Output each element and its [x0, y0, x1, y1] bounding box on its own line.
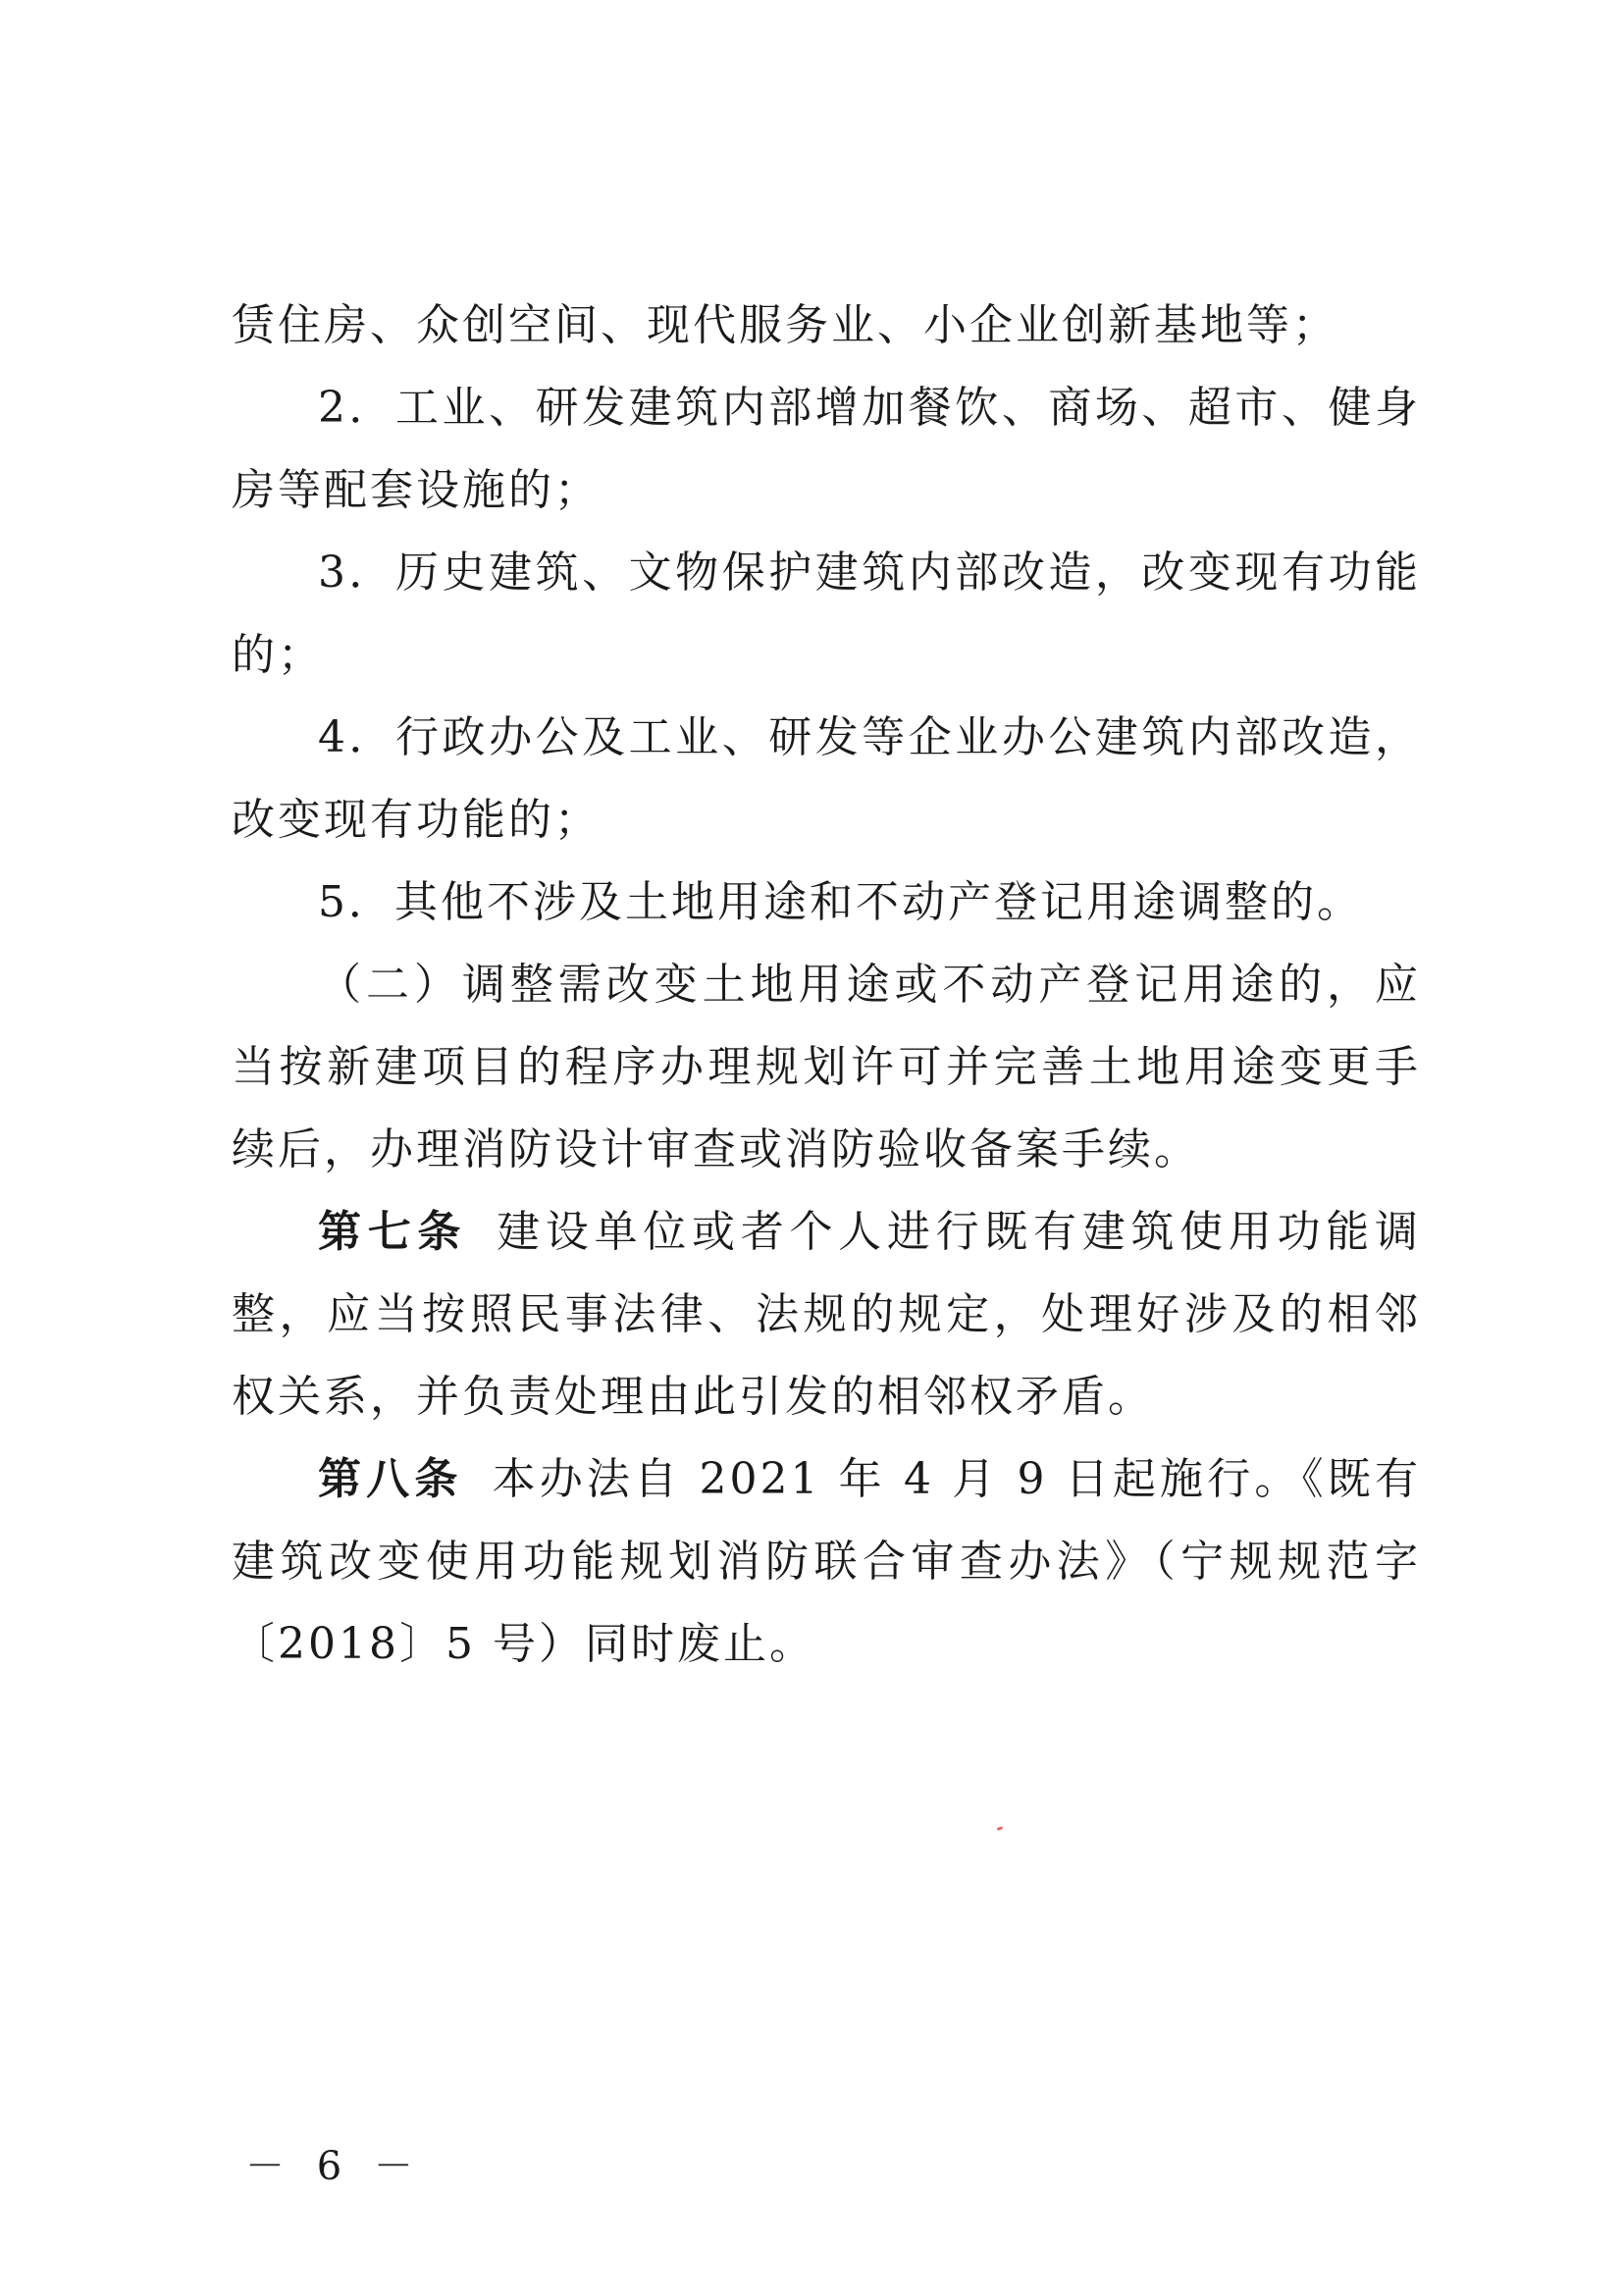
document-body: [232, 285, 1421, 1686]
article-8: [232, 1438, 1421, 1686]
paragraph-continuation: 赁住房、众创空间、现代服务业、小企业创新基地等；: [232, 300, 1338, 350]
paragraph-item-2: 2．工业、研发建筑内部增加餐饮、商场、超市、健身房等配套设施的；: [232, 383, 1421, 515]
paragraph-item-4: 4．行政办公及工业、研发等企业办公建筑内部改造，改变现有功能的；: [232, 712, 1421, 845]
paragraph-item-3: 3．历史建筑、文物保护建筑内部改造，改变现有功能的；: [232, 548, 1421, 680]
article-8-text: 本办法自 2021 年 4 月 9 日起施行。《既有建筑改变使用功能规划消防联合审查办法》（宁规规范字〔2018〕5 号）同时废止。: [232, 1454, 1421, 1669]
page-number: － 6 －: [245, 2144, 423, 2189]
article-7-text: 建设单位或者个人进行既有建筑使用功能调整，应当按照民事法律、法规的规定，处理好涉及的相邻权关系，并负责处理由此引发的相邻权矛盾。: [232, 1207, 1422, 1422]
paragraph-clause-2: （二）调整需改变土地用途或不动产登记用途的，应当按新建项目的程序办理规划许可并完善土地用途变更手续后，办理消防设计审查或消防验收备案手续。: [232, 960, 1421, 1174]
article-7: [232, 1191, 1421, 1438]
article-8-label: 第八条: [318, 1454, 463, 1504]
paragraph-item-5: 5．其他不涉及土地用途和不动产登记用途调整的。: [318, 877, 1363, 927]
article-7-label: 第七条: [318, 1207, 468, 1257]
ink-speck: [997, 1826, 1004, 1831]
